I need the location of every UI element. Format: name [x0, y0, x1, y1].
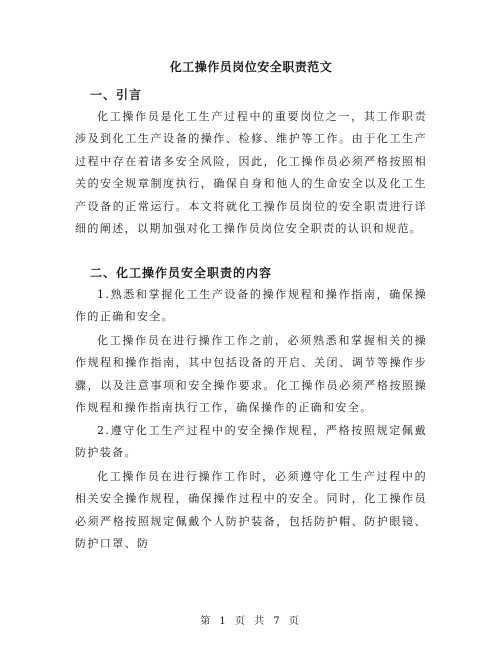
paragraph-duty-1: 1.熟悉和掌握化工生产设备的操作规程和操作指南，确保操作的正确和安全。	[75, 288, 427, 324]
page-footer: 第 1 页 共 7 页	[200, 616, 302, 627]
paragraph-introduction: 化工操作员是化工生产过程中的重要岗位之一，其工作职责涉及到化工生产设备的操作、检修、维护等工作。由于化工生产过程中存在着诸多安全风险，因此，化工操作员必须严格按照相关的安全规章制度执行，确保自身和他人的生命安全以及化工生产设备的正常运行。本文将就化工操作员岗位的安全职责进行详细的阐述，以期加强对化工操作员岗位安全职责的认识和规范。	[75, 110, 427, 236]
paragraph-duty-2: 2.遵守化工生产过程中的安全操作规程，严格按照规定佩戴防护装备。	[75, 424, 427, 460]
section-heading-duties: 二、化工操作员安全职责的内容	[90, 266, 273, 280]
paragraph-duty-1-detail: 化工操作员在进行操作工作之前，必须熟悉和掌握相关的操作规程和操作指南，其中包括设备的开启、关闭、调节等操作步骤，以及注意事项和安全操作要求。化工操作员必须严格按照操作规程和操作指南执行工作，确保操作的正确和安全。	[75, 334, 427, 415]
paragraph-duty-2-detail: 化工操作员在进行操作工作时，必须遵守化工生产过程中的相关安全操作规程，确保操作过程中的安全。同时，化工操作员必须严格按照规定佩戴个人防护装备，包括防护帽、防护眼镜、防护口罩、防	[75, 470, 427, 551]
document-title: 化工操作员岗位安全职责范文	[169, 60, 333, 74]
section-heading-introduction: 一、引言	[90, 88, 143, 102]
